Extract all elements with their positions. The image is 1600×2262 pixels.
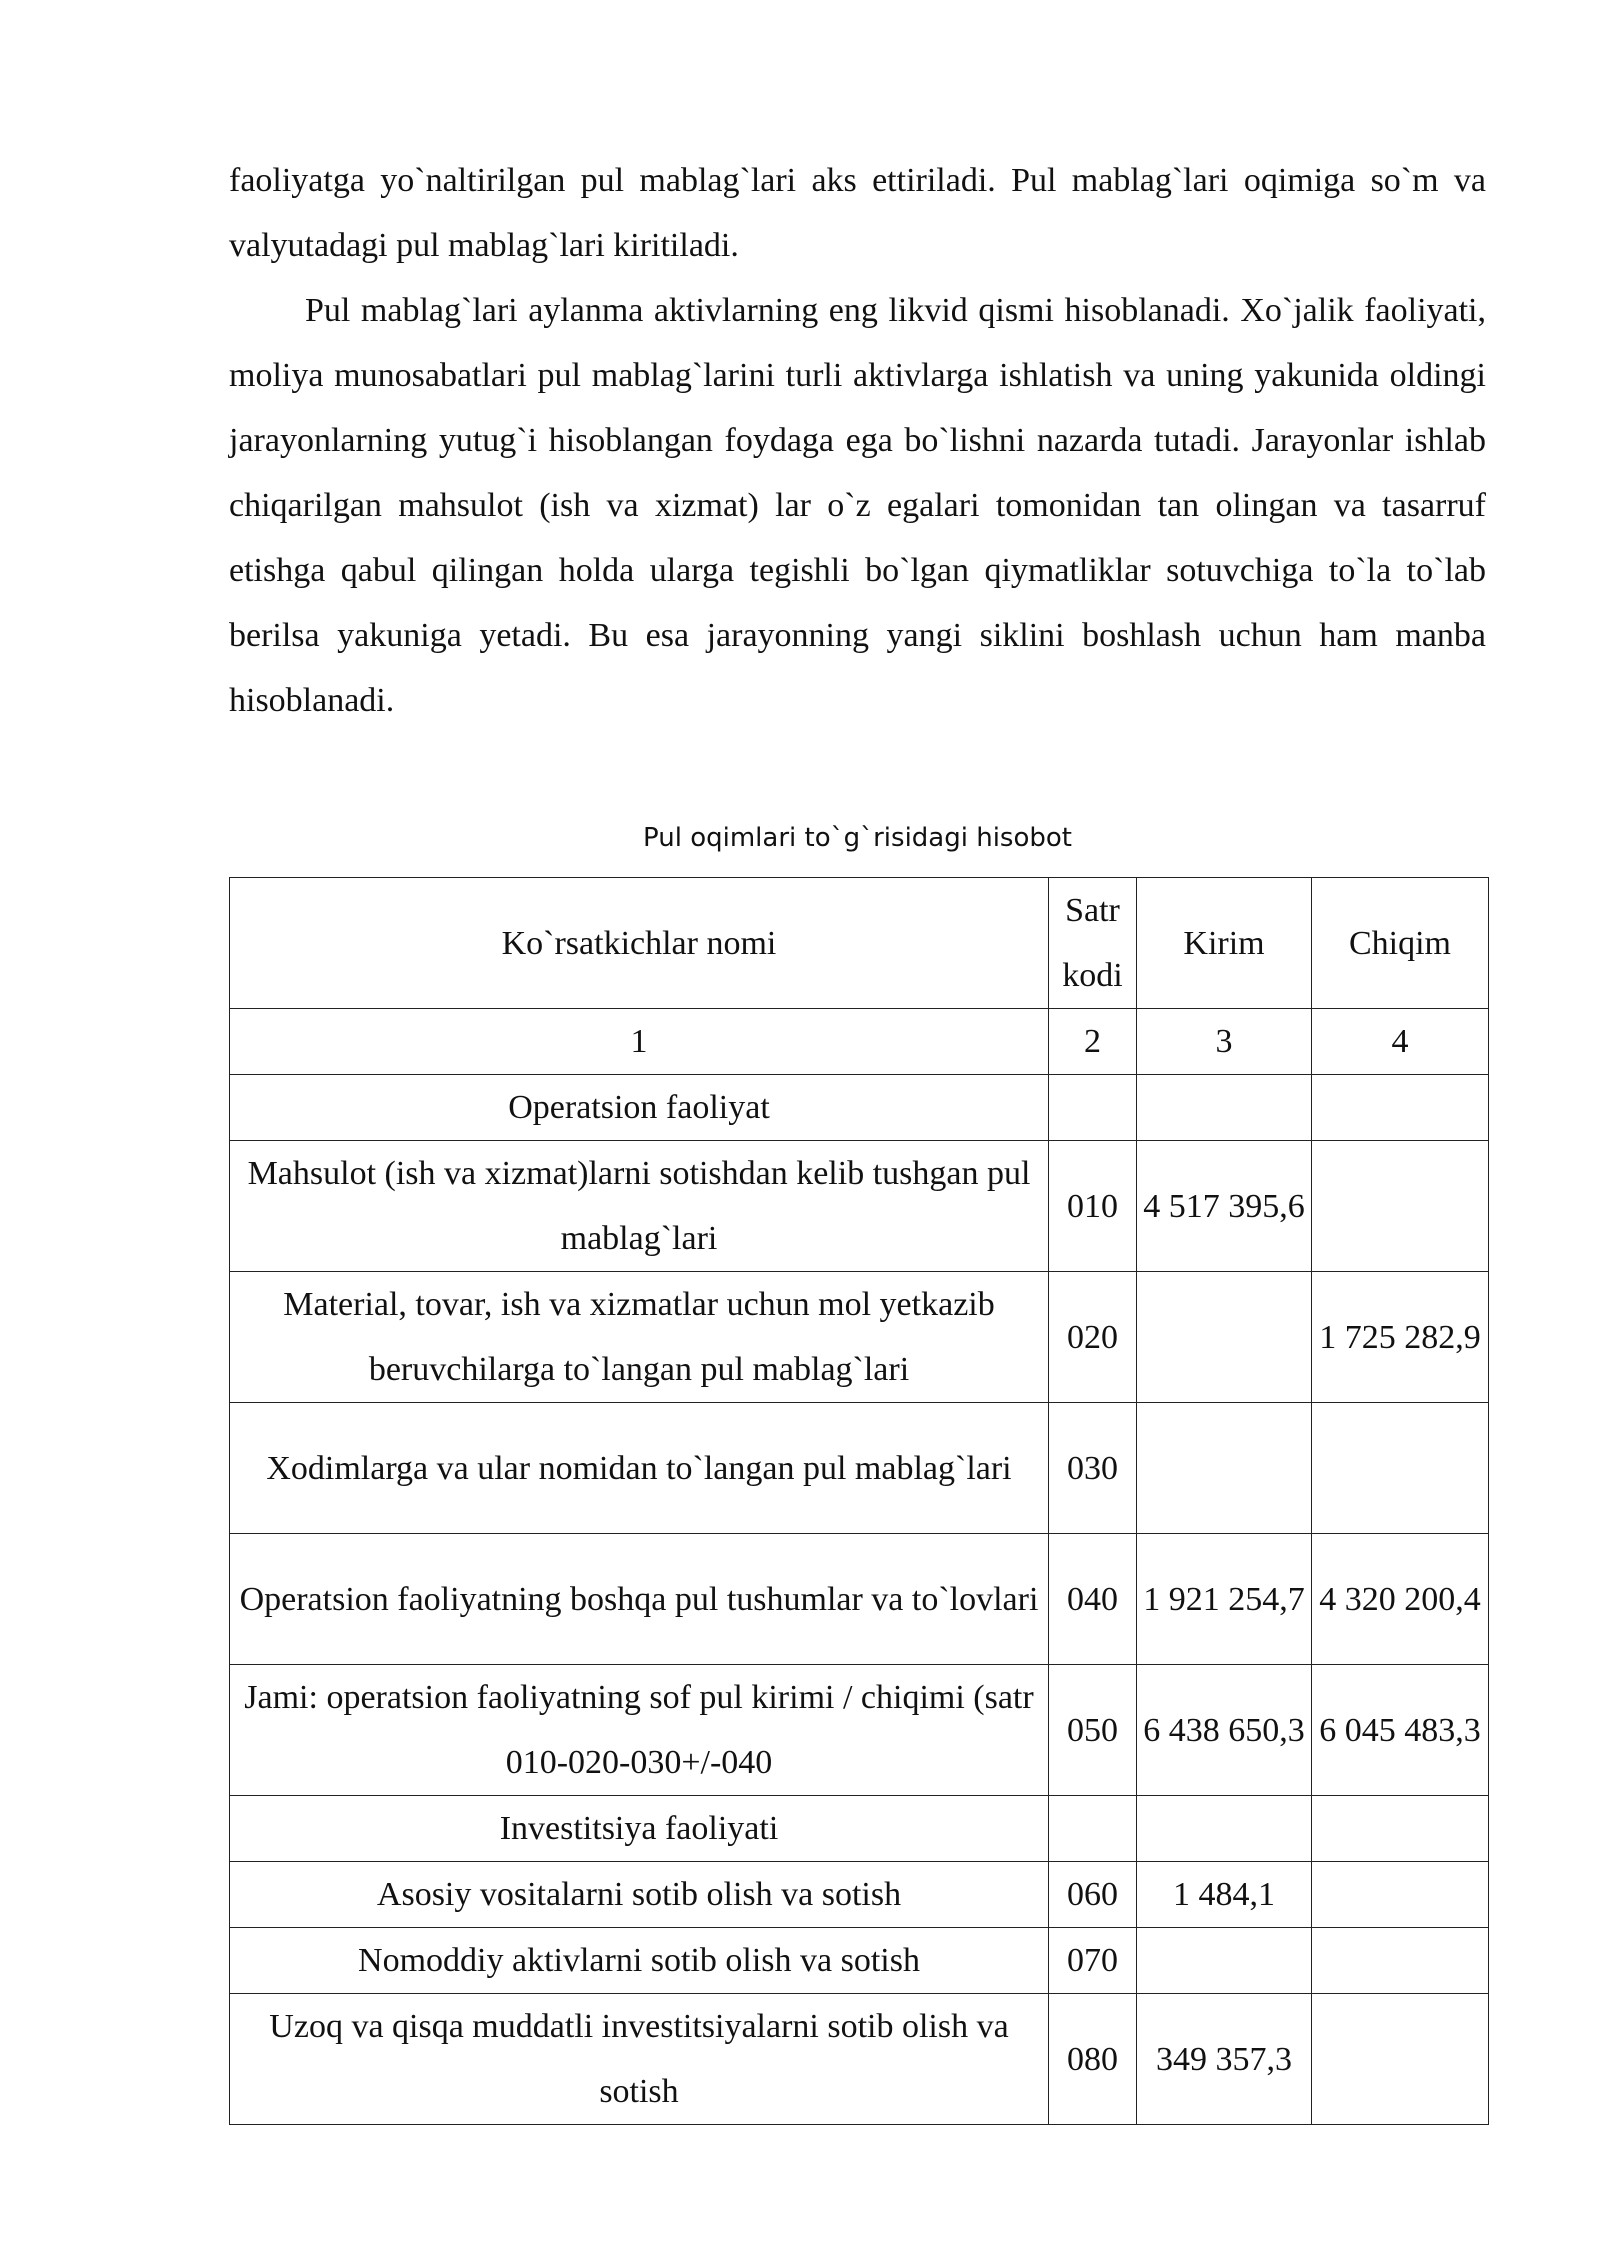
table-row — [230, 1141, 1489, 1272]
row-chiqim: 1 725 282,9 — [1312, 1272, 1489, 1403]
row-code: 020 — [1049, 1272, 1137, 1403]
table-row — [230, 1272, 1489, 1403]
row-kirim: 4 517 395,6 — [1137, 1141, 1312, 1272]
header-kirim: Kirim — [1137, 878, 1312, 1009]
row-name: Asosiy vositalarni sotib olish va sotish — [230, 1862, 1049, 1928]
cash-flow-table — [229, 877, 1489, 2125]
row-chiqim — [1312, 1994, 1489, 2125]
row-name: Investitsiya faoliyati — [230, 1796, 1049, 1862]
table-title: Pul oqimlari to`g`risidagi hisobot — [643, 823, 1072, 853]
column-number: 2 — [1049, 1009, 1137, 1075]
table-row-total — [230, 1665, 1489, 1796]
row-kirim — [1137, 1928, 1312, 1994]
column-number: 3 — [1137, 1009, 1312, 1075]
table-header-row — [230, 878, 1489, 1009]
row-name: Uzoq va qisqa muddatli investitsiyalarni sotib olish va sotish — [230, 1994, 1049, 2125]
column-number-row — [230, 1009, 1489, 1075]
row-kirim — [1137, 1403, 1312, 1534]
document-page — [229, 148, 1486, 2125]
row-chiqim — [1312, 1796, 1489, 1862]
row-chiqim — [1312, 1403, 1489, 1534]
row-name: Material, tovar, ish va xizmatlar uchun mol yetkazib beruvchilarga to`langan pul mablag`lari — [230, 1272, 1049, 1403]
header-chiqim: Chiqim — [1312, 878, 1489, 1009]
row-kirim: 349 357,3 — [1137, 1994, 1312, 2125]
row-kirim: 6 438 650,3 — [1137, 1665, 1312, 1796]
row-code: 010 — [1049, 1141, 1137, 1272]
row-code: 050 — [1049, 1665, 1137, 1796]
row-code: 030 — [1049, 1403, 1137, 1534]
row-code — [1049, 1796, 1137, 1862]
row-chiqim — [1312, 1141, 1489, 1272]
row-kirim — [1137, 1075, 1312, 1141]
header-name: Ko`rsatkichlar nomi — [230, 878, 1049, 1009]
row-kirim — [1137, 1272, 1312, 1403]
row-code: 060 — [1049, 1862, 1137, 1928]
header-code: Satr kodi — [1049, 878, 1137, 1009]
paragraph-1: faoliyatga yo`naltirilgan pul mablag`lari aks ettiriladi. Pul mablag`lari oqimiga so`m va valyutadagi pul mablag`lari kiritiladi. — [229, 162, 1486, 264]
row-chiqim: 4 320 200,4 — [1312, 1534, 1489, 1665]
row-name: Operatsion faoliyat — [230, 1075, 1049, 1141]
table-row — [230, 1403, 1489, 1534]
column-number: 1 — [230, 1009, 1049, 1075]
row-name: Operatsion faoliyatning boshqa pul tushumlar va to`lovlari — [230, 1534, 1049, 1665]
section-row — [230, 1075, 1489, 1141]
section-row — [230, 1796, 1489, 1862]
row-chiqim — [1312, 1928, 1489, 1994]
table-row — [230, 1928, 1489, 1994]
row-kirim: 1 921 254,7 — [1137, 1534, 1312, 1665]
row-kirim — [1137, 1796, 1312, 1862]
row-code: 070 — [1049, 1928, 1137, 1994]
row-name: Mahsulot (ish va xizmat)larni sotishdan kelib tushgan pul mablag`lari — [230, 1141, 1049, 1272]
row-chiqim — [1312, 1862, 1489, 1928]
column-number: 4 — [1312, 1009, 1489, 1075]
row-code: 040 — [1049, 1534, 1137, 1665]
row-name: Jami: operatsion faoliyatning sof pul kirimi / chiqimi (satr 010-020-030+/-040 — [230, 1665, 1049, 1796]
row-chiqim: 6 045 483,3 — [1312, 1665, 1489, 1796]
table-row — [230, 1994, 1489, 2125]
table-row — [230, 1862, 1489, 1928]
row-code — [1049, 1075, 1137, 1141]
paragraph-2: Pul mablag`lari aylanma aktivlarning eng likvid qismi hisoblanadi. Xo`jalik faoliyati, moliya munosabatlari pul mablag`larini turli aktivlarga ishlatish va uning yakunida oldingi jarayonlarning yutug`i hisoblangan foydaga ega bo`lishni nazarda tutadi. Jarayonlar ishlab chiqarilgan mahsulot (ish va xizmat) lar o`z egalari tomonidan tan olingan va tasarruf etishga qabul qilingan holda ularga tegishli bo`lgan qiymatliklar sotuvchiga to`la to`lab berilsa yakuniga yetadi. Bu esa jarayonning yangi siklini boshlash uchun ham manba hisoblanadi. — [229, 292, 1486, 719]
row-name: Nomoddiy aktivlarni sotib olish va sotish — [230, 1928, 1049, 1994]
row-code: 080 — [1049, 1994, 1137, 2125]
row-kirim: 1 484,1 — [1137, 1862, 1312, 1928]
row-chiqim — [1312, 1075, 1489, 1141]
row-name: Xodimlarga va ular nomidan to`langan pul mablag`lari — [230, 1403, 1049, 1534]
table-row — [230, 1534, 1489, 1665]
